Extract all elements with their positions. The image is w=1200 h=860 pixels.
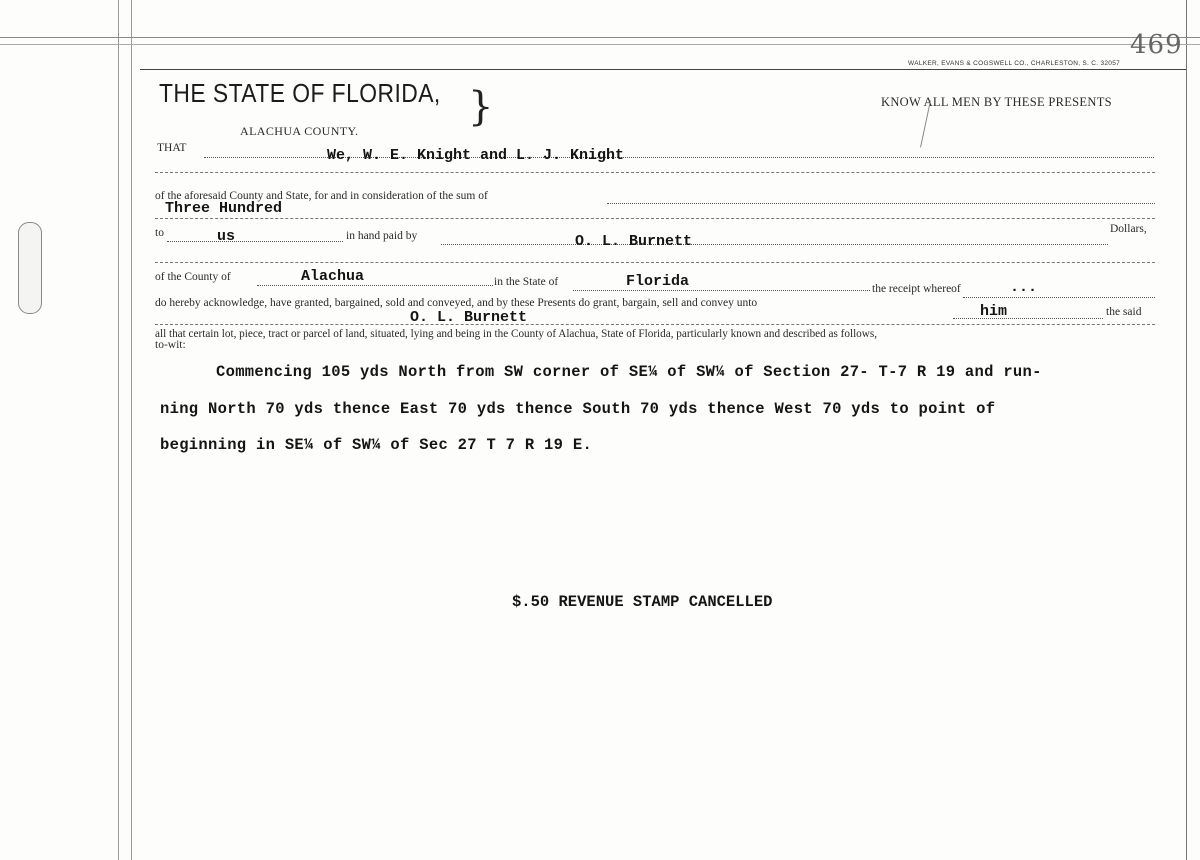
- description-line-1: Commencing 105 yds North from SW corner of SE¼ of SW¼ of Section 27- T-7 R 19 and run-: [216, 363, 1042, 381]
- binding-hole: [18, 222, 42, 314]
- consideration-label: of the aforesaid County and State, for and in consideration of the sum of: [155, 190, 488, 202]
- page-number: 469: [1130, 30, 1183, 60]
- state-value: Florida: [626, 273, 690, 290]
- grantors-value: We, W. E. Knight and L. J. Knight: [327, 147, 625, 164]
- imprint-rule: [140, 69, 1186, 70]
- dollars-label: Dollars,: [1110, 223, 1147, 235]
- paid-by-value: O. L. Burnett: [575, 233, 693, 250]
- all-that-text: all that certain lot, piece, tract or parcel of land, situated, lying and being in the County of Alachua, State of Florida, particularly known and described as follows,: [155, 328, 878, 340]
- description-line-3: beginning in SE¼ of SW¼ of Sec 27 T 7 R 19 E.: [160, 436, 593, 454]
- to-wit-label: to-wit:: [155, 339, 186, 351]
- title-brace: }: [468, 84, 494, 130]
- paid-by-label: in hand paid by: [346, 230, 418, 242]
- know-all-heading: KNOW ALL MEN BY THESE PRESENTS: [881, 95, 1112, 109]
- paid-by-dots: [441, 244, 1108, 245]
- rule-2: [155, 218, 1155, 219]
- county-of-dots: [257, 285, 493, 286]
- sum-value: Three Hundred: [165, 200, 283, 217]
- to-value: us: [217, 228, 236, 245]
- receipt-label: the receipt whereof: [872, 283, 961, 295]
- receipt-value: ...: [1010, 279, 1038, 296]
- acknowledge-text: do hereby acknowledge, have granted, bargained, sold and conveyed, and by these Presents do grant, bargain, sell and convey unto: [155, 297, 758, 309]
- right-margin-line: [1186, 0, 1187, 860]
- grantee-value: O. L. Burnett: [410, 309, 528, 326]
- printer-imprint: WALKER, EVANS & COGSWELL CO., CHARLESTON, S. C. 32057: [908, 60, 1121, 67]
- description-line-2: ning North 70 yds thence East 70 yds thence South 70 yds thence West 70 yds to point of: [160, 400, 996, 418]
- that-label: THAT: [157, 142, 187, 154]
- county-heading: ALACHUA COUNTY.: [240, 124, 359, 138]
- convey-value: him: [980, 303, 1008, 320]
- state-of-dots: [573, 290, 870, 291]
- consideration-dots: [607, 203, 1155, 204]
- state-of-label: in the State of: [494, 276, 559, 288]
- convey-dots: [953, 318, 1103, 319]
- county-value: Alachua: [301, 268, 365, 285]
- the-said-label: the said: [1106, 306, 1142, 318]
- rule-1: [155, 172, 1155, 173]
- rule-4: [155, 324, 1155, 325]
- receipt-dots: [963, 297, 1155, 298]
- rule-3: [155, 262, 1155, 263]
- county-of-label: of the County of: [155, 271, 231, 283]
- left-margin-line-2: [131, 0, 132, 860]
- to-label: to: [155, 227, 164, 239]
- top-edge-line-2: [0, 44, 1200, 45]
- to-dots: [167, 241, 343, 242]
- revenue-stamp-note: $.50 REVENUE STAMP CANCELLED: [512, 593, 773, 611]
- left-margin-line-1: [118, 0, 119, 860]
- top-edge-line-1: [0, 37, 1200, 38]
- document-title: THE STATE OF FLORIDA,: [159, 78, 441, 108]
